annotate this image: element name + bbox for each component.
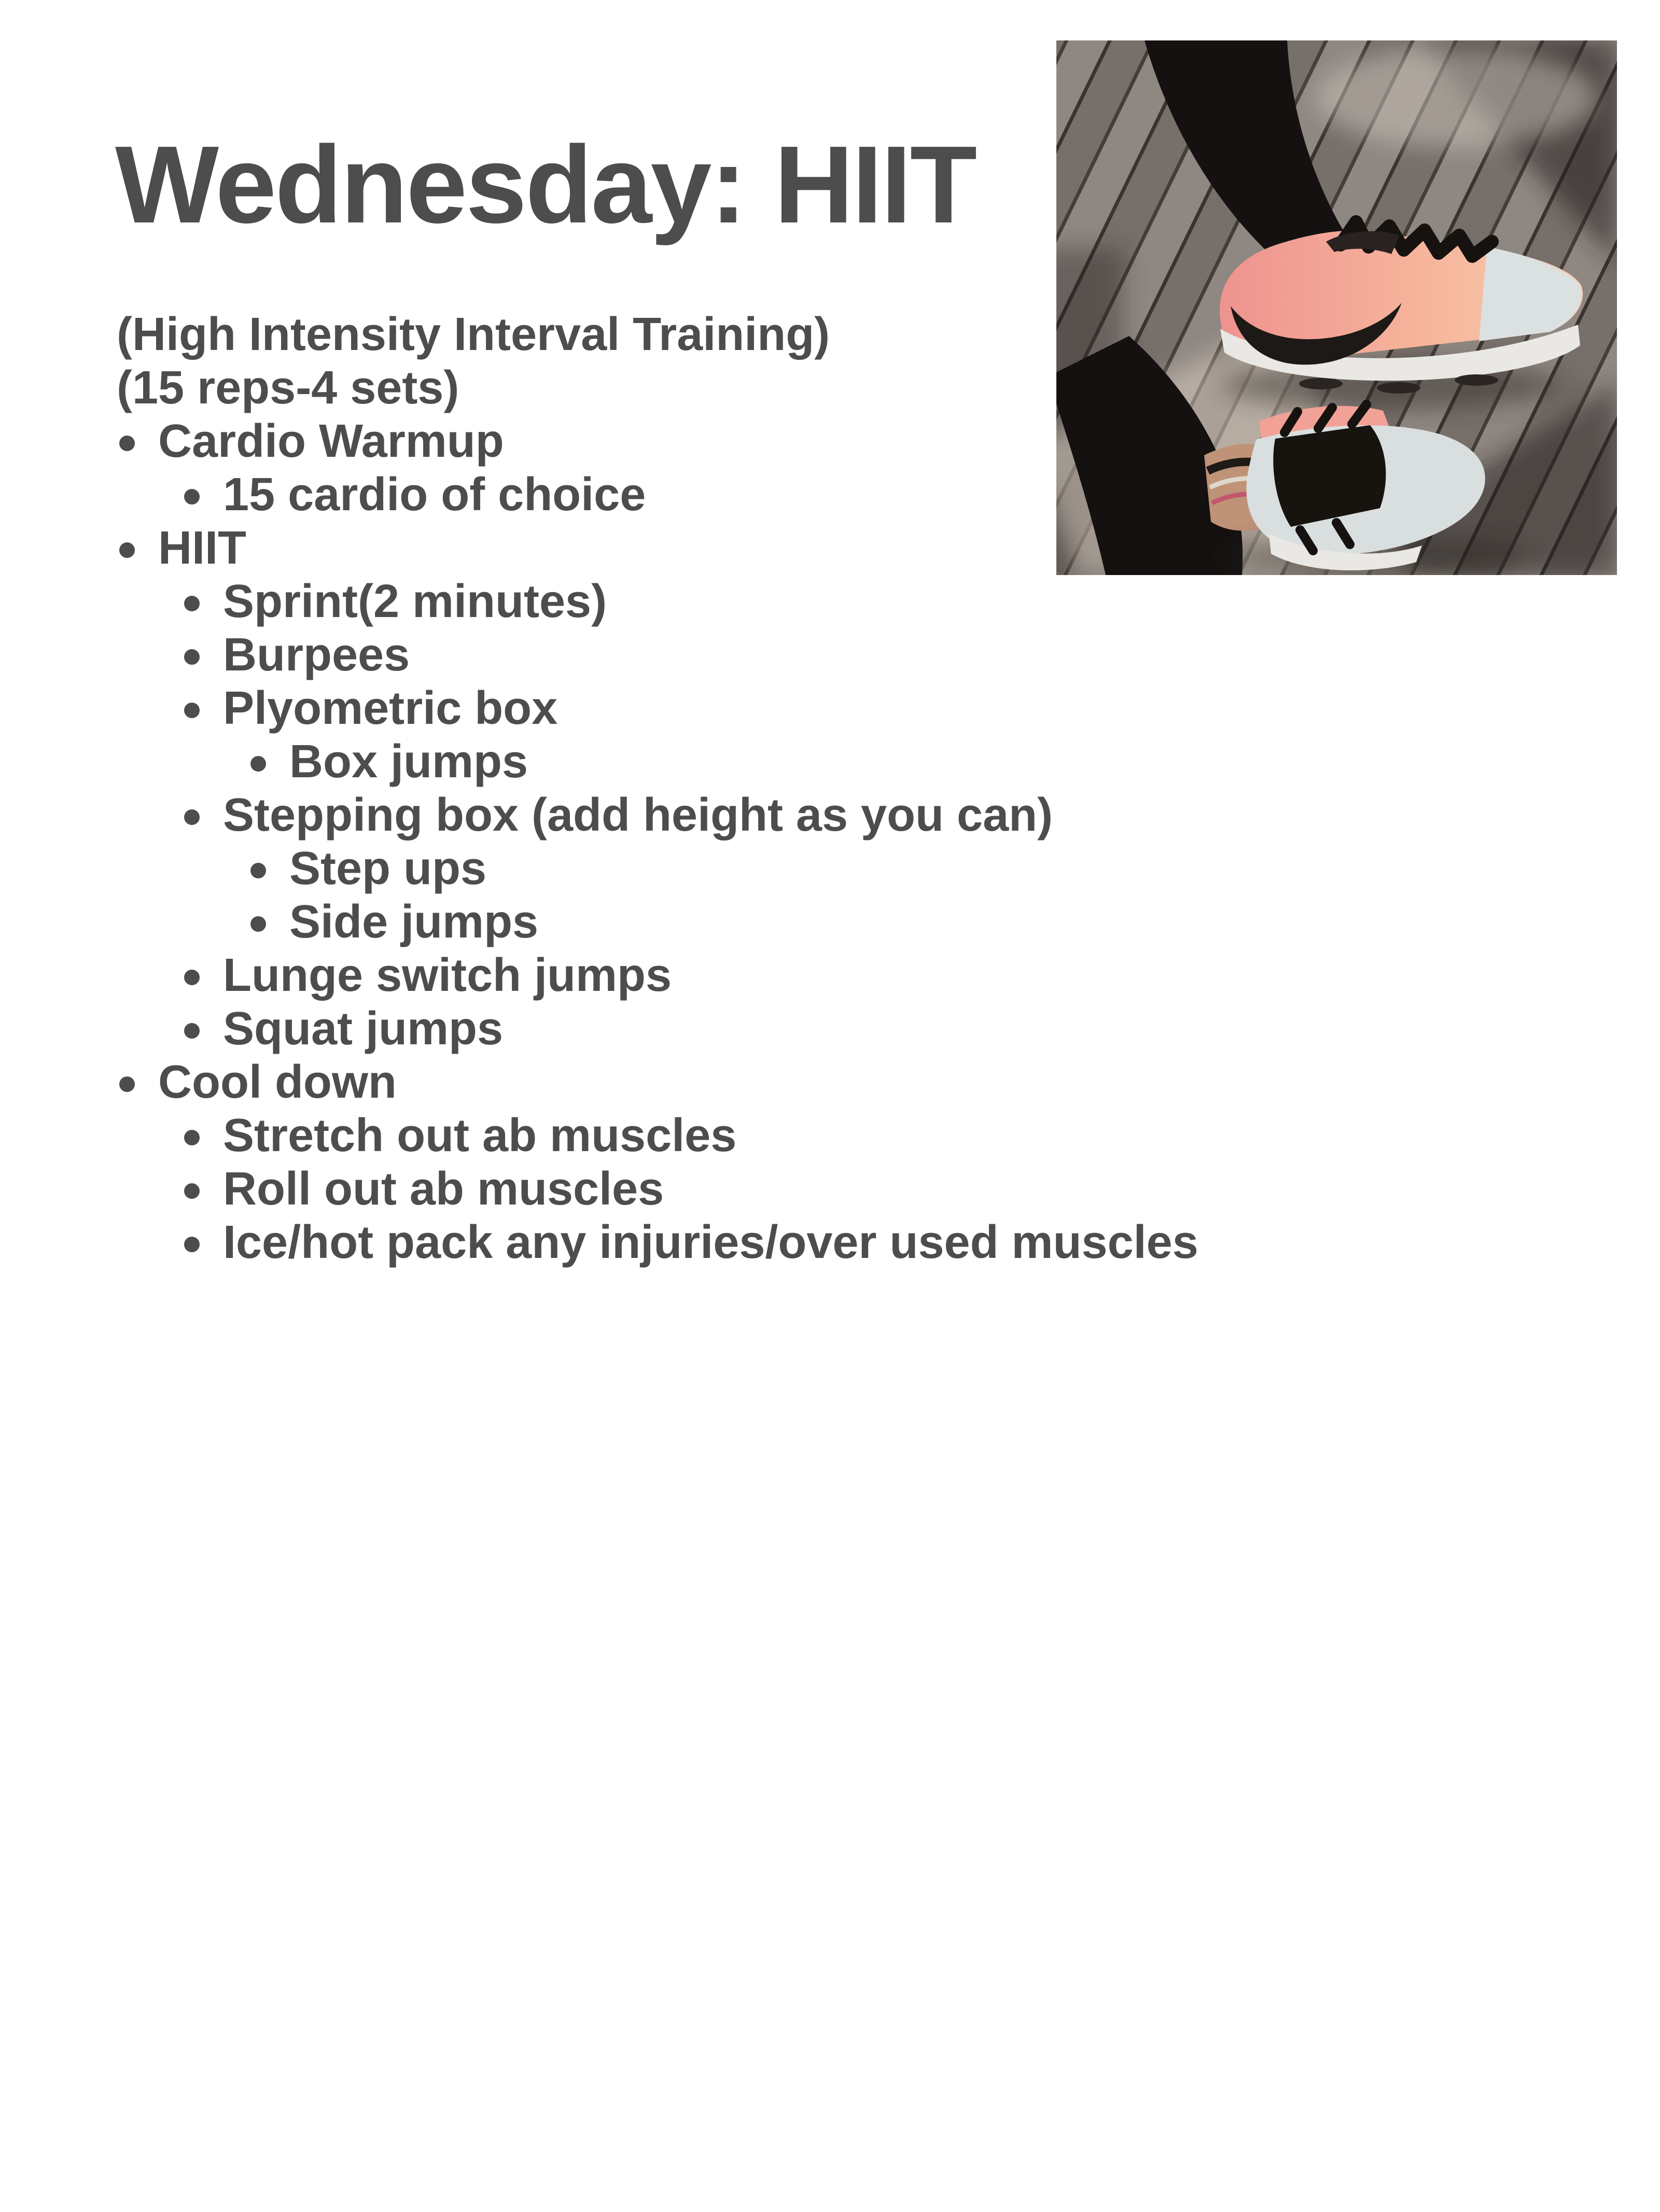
list-item-label: Burpees: [223, 629, 410, 681]
list-item: [117, 1056, 1361, 1109]
bullet-icon: [184, 809, 200, 825]
subtitle-line-2: (15 reps-4 sets): [117, 362, 459, 414]
bullet-icon: [119, 436, 135, 451]
list-item-label: Stepping box (add height as you can): [223, 789, 1053, 841]
bullet-icon: [250, 863, 266, 878]
list-item-label: Cool down: [158, 1056, 397, 1108]
bullet-icon: [119, 542, 135, 558]
list-item: [117, 575, 1361, 628]
list-item-label: Squat jumps: [223, 1003, 504, 1055]
list-item-label: Box jumps: [289, 736, 528, 788]
bullet-icon: [184, 489, 200, 505]
list-item-label: Cardio Warmup: [158, 415, 504, 467]
list-item: [117, 789, 1361, 842]
list-item: [117, 895, 1361, 949]
list-item-label: Sprint(2 minutes): [223, 576, 607, 627]
list-item: [117, 1163, 1361, 1216]
list-item-label: Stretch out ab muscles: [223, 1110, 737, 1161]
bullet-icon: [119, 1076, 135, 1092]
list-item: [117, 628, 1361, 682]
bullet-icon: [250, 756, 266, 772]
page-title: Wednesday: HIIT: [115, 123, 976, 246]
bullet-icon: [184, 970, 200, 985]
list-item-label: HIIT: [158, 522, 246, 574]
bullet-icon: [184, 596, 200, 611]
list-item-label: Lunge switch jumps: [223, 949, 672, 1001]
list-item-label: Plyometric box: [223, 682, 558, 734]
list-item: [117, 735, 1361, 789]
subtitle-line-1: (High Intensity Interval Training): [117, 309, 830, 360]
list-item-label: Roll out ab muscles: [223, 1163, 664, 1215]
bullet-icon: [184, 1130, 200, 1145]
bullet-icon: [184, 1023, 200, 1039]
list-item: [117, 1216, 1361, 1269]
bullet-icon: [184, 649, 200, 665]
list-item: [117, 1002, 1361, 1056]
bullet-icon: [184, 1237, 200, 1252]
bullet-icon: [250, 916, 266, 932]
list-item: [117, 1109, 1361, 1163]
sneakers-photo-graphic: [1056, 40, 1617, 575]
bullet-icon: [184, 703, 200, 718]
list-item: [117, 682, 1361, 735]
bullet-icon: [184, 1183, 200, 1199]
sneakers-photo: [1056, 40, 1617, 575]
list-item-label: Ice/hot pack any injuries/over used muscles: [223, 1216, 1198, 1268]
list-item-label: 15 cardio of choice: [223, 469, 646, 521]
list-item: [117, 949, 1361, 1002]
list-item-label: Step ups: [289, 843, 487, 894]
list-item-label: Side jumps: [289, 896, 539, 948]
list-item: [117, 842, 1361, 895]
